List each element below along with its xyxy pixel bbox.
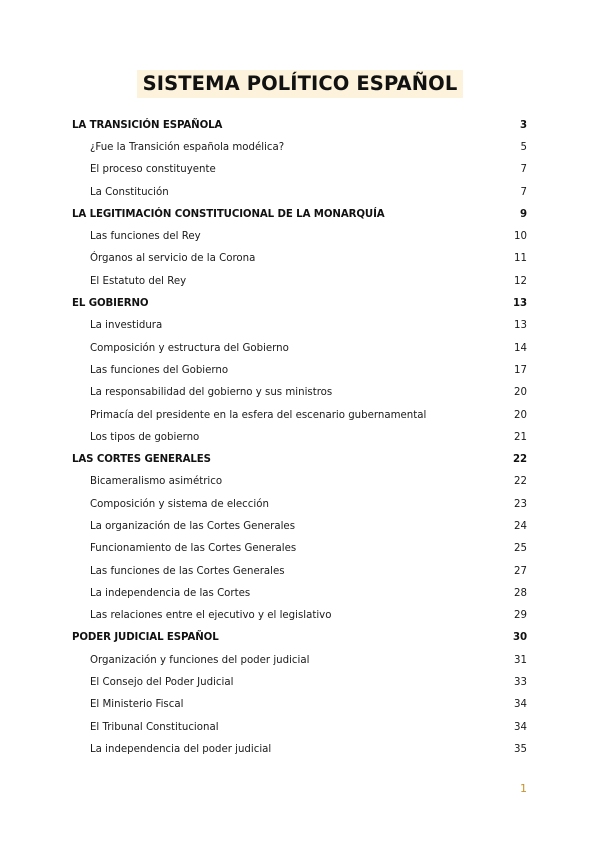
toc-entry-page-number: 29 <box>514 610 527 622</box>
toc-subsection-entry[interactable] <box>72 671 527 693</box>
toc-entry-label: El Ministerio Fiscal <box>90 699 184 711</box>
toc-subsection-entry[interactable] <box>72 538 527 560</box>
toc-entry-label: LAS CORTES GENERALES <box>72 454 211 466</box>
toc-subsection-entry[interactable] <box>72 315 527 337</box>
toc-entry-page-number: 12 <box>514 275 527 287</box>
toc-entry-label: La investidura <box>90 320 163 332</box>
toc-entry-page-number: 22 <box>513 454 527 466</box>
toc-entry-page-number: 11 <box>514 253 527 265</box>
title-container <box>0 70 600 98</box>
toc-section-entry[interactable] <box>72 114 527 136</box>
toc-entry-label: Las funciones de las Cortes Generales <box>90 565 285 577</box>
toc-entry-label: Composición y sistema de elección <box>90 498 269 510</box>
toc-entry-page-number: 20 <box>514 387 527 399</box>
toc-entry-page-number: 23 <box>514 498 527 510</box>
toc-entry-page-number: 3 <box>520 119 527 131</box>
toc-entry-label: La independencia de las Cortes <box>90 587 251 599</box>
page-number: 1 <box>520 782 527 795</box>
toc-subsection-entry[interactable] <box>72 493 527 515</box>
toc-entry-page-number: 24 <box>514 520 527 532</box>
toc-subsection-entry[interactable] <box>72 248 527 270</box>
toc-entry-label: La responsabilidad del gobierno y sus ministros <box>90 387 333 399</box>
toc-subsection-entry[interactable] <box>72 515 527 537</box>
toc-entry-page-number: 7 <box>520 186 527 198</box>
toc-section-entry[interactable] <box>72 448 527 470</box>
toc-section-entry[interactable] <box>72 292 527 314</box>
toc-entry-label: Primacía del presidente en la esfera del escenario gubernamental <box>90 409 427 421</box>
toc-entry-label: Organización y funciones del poder judicial <box>90 654 310 666</box>
toc-subsection-entry[interactable] <box>72 181 527 203</box>
toc-subsection-entry[interactable] <box>72 337 527 359</box>
toc-subsection-entry[interactable] <box>72 426 527 448</box>
toc-entry-page-number: 30 <box>513 632 527 644</box>
toc-entry-page-number: 35 <box>514 743 527 755</box>
toc-entry-page-number: 21 <box>514 431 527 443</box>
toc-entry-page-number: 34 <box>514 699 527 711</box>
toc-entry-page-number: 13 <box>514 320 527 332</box>
toc-subsection-entry[interactable] <box>72 136 527 158</box>
toc-entry-label: El Tribunal Constitucional <box>90 721 219 733</box>
toc-entry-label: Las funciones del Gobierno <box>90 364 229 376</box>
toc-entry-page-number: 14 <box>514 342 527 354</box>
toc-entry-label: El Consejo del Poder Judicial <box>90 677 234 689</box>
toc-entry-label: PODER JUDICIAL ESPAÑOL <box>72 632 219 644</box>
toc-subsection-entry[interactable] <box>72 225 527 247</box>
toc-entry-label: Composición y estructura del Gobierno <box>90 342 289 354</box>
toc-entry-label: Bicameralismo asimétrico <box>90 476 223 488</box>
toc-entry-label: Funcionamiento de las Cortes Generales <box>90 543 297 555</box>
toc-entry-page-number: 27 <box>514 565 527 577</box>
toc-entry-page-number: 22 <box>514 476 527 488</box>
toc-entry-page-number: 10 <box>514 231 527 243</box>
toc-subsection-entry[interactable] <box>72 694 527 716</box>
document-title: SISTEMA POLÍTICO ESPAÑOL <box>137 70 464 98</box>
toc-entry-page-number: 7 <box>520 164 527 176</box>
toc-entry-label: La independencia del poder judicial <box>90 743 272 755</box>
toc-entry-label: Las funciones del Rey <box>90 231 201 243</box>
toc-entry-label: Órganos al servicio de la Corona <box>90 253 256 265</box>
table-of-contents <box>72 114 527 761</box>
toc-entry-page-number: 28 <box>514 587 527 599</box>
toc-entry-label: EL GOBIERNO <box>72 298 149 310</box>
toc-entry-page-number: 20 <box>514 409 527 421</box>
toc-entry-page-number: 31 <box>514 654 527 666</box>
toc-subsection-entry[interactable] <box>72 270 527 292</box>
toc-section-entry[interactable] <box>72 627 527 649</box>
toc-subsection-entry[interactable] <box>72 582 527 604</box>
toc-subsection-entry[interactable] <box>72 359 527 381</box>
toc-subsection-entry[interactable] <box>72 649 527 671</box>
toc-entry-page-number: 33 <box>514 677 527 689</box>
toc-entry-page-number: 17 <box>514 364 527 376</box>
toc-subsection-entry[interactable] <box>72 471 527 493</box>
toc-entry-label: LA TRANSICIÓN ESPAÑOLA <box>72 119 223 131</box>
toc-subsection-entry[interactable] <box>72 738 527 760</box>
toc-entry-page-number: 25 <box>514 543 527 555</box>
toc-subsection-entry[interactable] <box>72 159 527 181</box>
toc-entry-page-number: 13 <box>513 298 527 310</box>
toc-section-entry[interactable] <box>72 203 527 225</box>
toc-entry-label: ¿Fue la Transición española modélica? <box>90 141 285 153</box>
toc-entry-label: La organización de las Cortes Generales <box>90 520 296 532</box>
toc-subsection-entry[interactable] <box>72 605 527 627</box>
toc-subsection-entry[interactable] <box>72 716 527 738</box>
toc-entry-page-number: 9 <box>520 208 527 220</box>
toc-entry-label: Los tipos de gobierno <box>90 431 200 443</box>
toc-entry-label: El Estatuto del Rey <box>90 275 187 287</box>
toc-subsection-entry[interactable] <box>72 404 527 426</box>
toc-subsection-entry[interactable] <box>72 382 527 404</box>
toc-entry-label: LA LEGITIMACIÓN CONSTITUCIONAL DE LA MONARQUÍA <box>72 208 385 220</box>
toc-entry-page-number: 5 <box>520 141 527 153</box>
toc-entry-label: La Constitución <box>90 186 169 198</box>
toc-subsection-entry[interactable] <box>72 560 527 582</box>
toc-entry-page-number: 34 <box>514 721 527 733</box>
toc-entry-label: Las relaciones entre el ejecutivo y el legislativo <box>90 610 332 622</box>
toc-entry-label: El proceso constituyente <box>90 164 216 176</box>
